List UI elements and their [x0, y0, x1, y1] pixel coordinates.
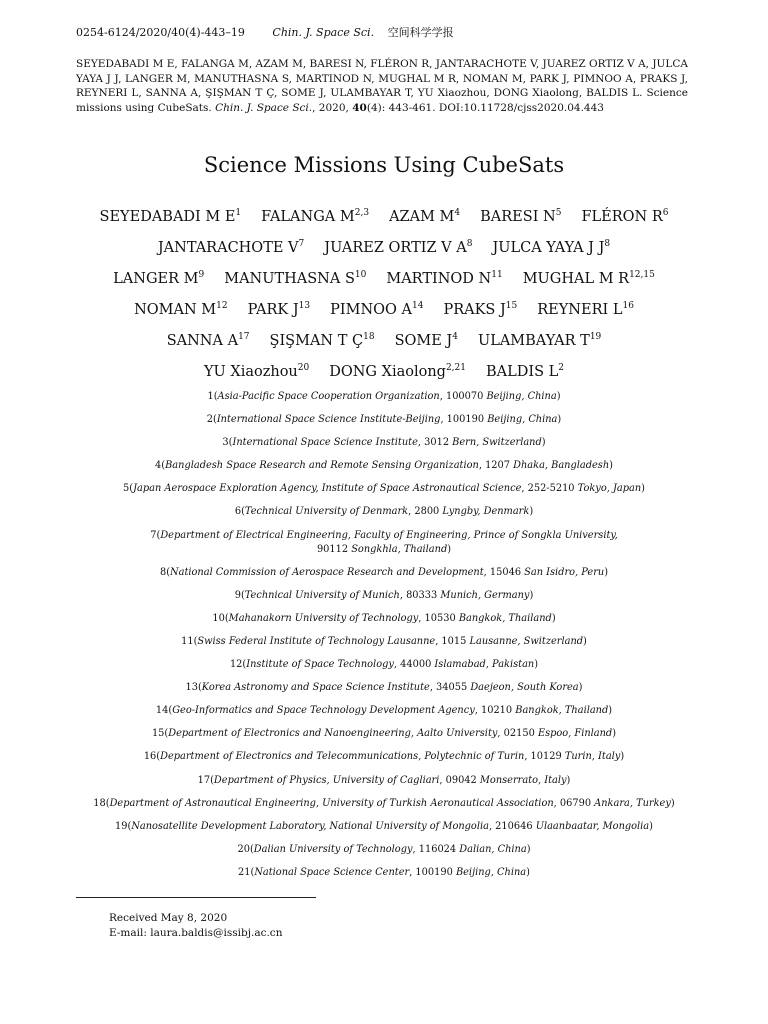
author-affiliation-number: 5: [555, 208, 562, 218]
affiliation-institution: Department of Electrical Engineering, Faculty of Engineering, Prince of Songkla University,: [160, 529, 618, 541]
affiliation-postcode: , 252-5210: [521, 483, 578, 495]
affiliation-item: 1(Asia-Pacific Space Cooperation Organization, 100070 Beijing, China): [207, 391, 561, 402]
affiliation-item: 18(Department of Astronautical Engineering, University of Turkish Aeronautical Association, 06790 Ankara, Turkey): [93, 797, 675, 809]
citation-journal: Chin. J. Space Sci.: [215, 101, 313, 114]
affiliation-institution: Swiss Federal Institute of Technology Lausanne: [197, 635, 436, 647]
author-affiliation-number: 12,15: [629, 270, 655, 280]
citation-doi: DOI:10.11728/cjss2020.04.443: [438, 101, 604, 114]
author-name-text: FALANGA M: [261, 209, 355, 225]
contact-email: E-mail: laura.baldis@issibj.ac.cn: [109, 927, 283, 939]
author-name-text: LANGER M: [113, 271, 199, 287]
author-affiliation-number: 8: [466, 239, 473, 249]
affiliation-number: 21: [238, 866, 251, 878]
affiliation-item: 17(Department of Physics, University of Cagliari, 09042 Monserrato, Italy): [197, 774, 571, 786]
affiliation-city: Songkhla, Thailand: [351, 543, 448, 555]
affiliation-item: 15(Department of Electronics and Nanoengineering, Aalto University, 02150 Espoo, Finland): [151, 728, 617, 740]
footnote-rule: [76, 897, 316, 898]
affiliation-postcode: , 10210: [474, 705, 516, 717]
affiliation-postcode: , 100070: [439, 391, 487, 402]
author-affiliation-number: 14: [411, 301, 424, 311]
affiliation-postcode: , 06790: [553, 797, 595, 809]
affiliation-number: 17: [197, 774, 211, 786]
affiliation-list: [60, 390, 708, 889]
author-name-text: SEYEDABADI M E: [99, 209, 236, 225]
author-affiliation-number: 2,3: [354, 208, 370, 218]
journal-name: Chin. J. Space Sci.: [272, 26, 375, 39]
affiliation-institution: Mahanakorn University of Technology: [228, 612, 419, 624]
affiliation-city: Lyngby, Denmark: [442, 506, 530, 518]
affiliation-institution: Department of Electronics and Telecommunications, Polytechnic of Turin: [160, 751, 525, 763]
affiliation-postcode: , 3012: [417, 437, 453, 449]
affiliation-number: 5: [123, 483, 130, 495]
affiliation-city: Beijing, China: [486, 391, 557, 402]
affiliation-item: 20(Dalian University of Technology, 116024 Dalian, China): [237, 843, 531, 855]
received-date: Received May 8, 2020: [109, 912, 228, 924]
author-affiliation-number: 17: [238, 332, 250, 342]
affiliation-number: 3: [222, 437, 229, 449]
author-affiliation-number: 13: [298, 301, 311, 311]
author-affiliation-number: 20: [297, 363, 310, 373]
affiliation-item: 19(Nanosatellite Development Laboratory, National University of Mongolia, 210646 Ulaanbaatar, Mongolia): [115, 820, 653, 832]
author-affiliation-number: 7: [298, 239, 305, 249]
author-name-text: DONG Xiaolong: [329, 364, 446, 380]
affiliation-institution: Asia-Pacific Space Cooperation Organization: [217, 391, 440, 402]
affiliation-institution: Technical University of Munich: [244, 589, 400, 601]
affiliation-city: Beijing, China: [487, 414, 558, 426]
author-row: [60, 202, 708, 233]
affiliation-number: 13: [185, 682, 198, 694]
citation-authors: SEYEDABADI M E, FALANGA M, AZAM M, BARESI N, FLÉRON R, JANTARACHOTE V, JUAREZ ORTIZ V A, JULCA YAYA J J, LANGER M, MANUTHASNA S, MARTINOD N, MUGHAL M R, NOMAN M, PARK J, PIMNOO A, PRAKS J, REYNERI L, SANNA A, ŞIŞMAN T Ç, SOME J, ULAMBAYAR T, YU Xiaozhou, DONG Xiaolong, BALDIS L.: [76, 58, 688, 99]
affiliation-postcode: , 1015: [435, 635, 470, 647]
affiliation-postcode: 90112: [316, 543, 352, 555]
affiliation-postcode: , 10530: [418, 612, 459, 624]
affiliation-number: 12: [229, 659, 243, 671]
author-affiliation-number: 19: [589, 332, 602, 342]
author-affiliation-number: 6: [662, 208, 669, 218]
affiliation-number: 4: [155, 460, 162, 472]
affiliation-institution: Korea Astronomy and Space Science Institute: [201, 682, 430, 694]
author-name: [270, 326, 375, 357]
affiliation-city: Munich, Germany: [440, 589, 530, 601]
author-row: [60, 326, 708, 357]
affiliation-item: 9(Technical University of Munich, 80333 Munich, Germany): [234, 589, 534, 601]
affiliation-item: 14(Geo-Informatics and Space Technology Development Agency, 10210 Bangkok, Thailand): [155, 705, 613, 717]
affiliation-postcode: , 116024: [412, 843, 460, 855]
author-affiliation-number: 2: [558, 363, 565, 373]
affiliation-item: 11(Swiss Federal Institute of Technology Lausanne, 1015 Lausanne, Switzerland): [181, 635, 587, 647]
affiliation-institution: International Space Science Institute: [232, 437, 418, 449]
author-row: [60, 357, 708, 388]
journal-name-chinese: 空间科学学报: [387, 26, 454, 39]
affiliation-institution: Nanosatellite Development Laboratory, National University of Mongolia: [131, 820, 489, 832]
author-affiliation-number: 11: [491, 270, 503, 280]
author-name-text: JUAREZ ORTIZ V A: [324, 240, 467, 256]
affiliation-item: 3(International Space Science Institute, 3012 Bern, Switzerland): [222, 437, 546, 449]
author-name: [581, 202, 668, 233]
affiliation-number: 9: [234, 589, 241, 601]
author-affiliation-number: 4: [452, 332, 458, 342]
affiliation-city: Lausanne, Switzerland: [469, 635, 584, 647]
author-name-text: ŞIŞMAN T Ç: [269, 333, 364, 349]
affiliation-institution: Technical University of Denmark: [244, 506, 409, 518]
affiliation-city: Bangkok, Thailand: [458, 612, 552, 624]
affiliation-number: 6: [234, 506, 242, 518]
affiliation-institution: International Space Science Institute-Beijing: [216, 414, 441, 426]
affiliation-city: Ulaanbaatar, Mongolia: [535, 820, 650, 832]
affiliation-item: 16(Department of Electronics and Telecommunications, Polytechnic of Turin, 10129 Turin, Italy): [143, 751, 625, 763]
affiliation-city: Turin, Italy: [564, 751, 621, 763]
author-name-text: REYNERI L: [537, 302, 623, 318]
author-affiliation-number: 9: [198, 270, 205, 280]
author-affiliation-number: 16: [622, 301, 634, 311]
author-name: [330, 295, 423, 326]
affiliation-city: San Isidro, Peru: [524, 566, 605, 578]
affiliation-number: 15: [151, 728, 165, 740]
author-name: [389, 202, 460, 233]
author-name-text: YU Xiaozhou: [203, 364, 298, 380]
citation-block: [76, 57, 688, 115]
author-name: [248, 295, 311, 326]
affiliation-number: 18: [93, 797, 106, 809]
affiliation-number: 19: [115, 820, 128, 832]
affiliation-number: 7: [150, 529, 157, 541]
citation-year: , 2020,: [312, 101, 349, 114]
affiliation-postcode: , 34055: [429, 682, 471, 694]
affiliation-city: Islamabad, Pakistan: [434, 659, 535, 671]
affiliation-city: Dhaka, Bangladesh: [513, 460, 610, 472]
affiliation-number: 2: [206, 414, 213, 426]
author-name: [324, 233, 472, 264]
affiliation-institution: Dalian University of Technology: [253, 843, 413, 855]
author-name-text: MANUTHASNA S: [224, 271, 355, 287]
affiliation-city: Ankara, Turkey: [594, 797, 671, 809]
affiliation-city: Dalian, China: [459, 843, 527, 855]
affiliation-postcode: , 44000: [393, 659, 435, 671]
author-name-text: AZAM M: [389, 209, 455, 225]
paper-title: Science Missions Using CubeSats: [203, 153, 565, 177]
author-affiliation-number: 18: [363, 332, 375, 342]
affiliation-number: 1: [207, 391, 214, 402]
author-name: [224, 264, 366, 295]
author-name-text: JANTARACHOTE V: [157, 240, 299, 256]
affiliation-postcode: , 80333: [399, 589, 441, 601]
author-row: [60, 233, 708, 264]
affiliation-city: Daejeon, South Korea: [470, 682, 579, 694]
affiliation-item: 10(Mahanakorn University of Technology, 10530 Bangkok, Thailand): [212, 612, 556, 624]
affiliation-postcode: , 09042: [439, 774, 480, 786]
affiliation-institution: Geo-Informatics and Space Technology Development Agency: [172, 705, 475, 717]
affiliation-institution: Department of Physics, University of Cagliari: [213, 774, 440, 786]
affiliation-institution: Japan Aerospace Exploration Agency, Institute of Space Astronautical Science: [133, 483, 522, 495]
citation-issue-pages: (4): 443-461.: [366, 101, 436, 114]
author-affiliation-number: 1: [235, 208, 242, 218]
affiliation-item: 4(Bangladesh Space Research and Remote Sensing Organization, 1207 Dhaka, Bangladesh): [155, 460, 613, 472]
author-name-text: PRAKS J: [443, 302, 506, 318]
author-name-text: FLÉRON R: [581, 209, 663, 225]
author-name-text: MUGHAL M R: [522, 271, 630, 287]
affiliation-postcode: , 100190: [440, 414, 488, 426]
affiliation-postcode: , 10129: [524, 751, 565, 763]
affiliation-institution: Department of Astronautical Engineering, University of Turkish Aeronautical Association: [109, 797, 554, 809]
affiliation-city: Tokyo, Japan: [577, 483, 642, 495]
affiliation-postcode: , 2800: [408, 506, 443, 518]
author-affiliation-number: 2,21: [445, 363, 466, 373]
author-name: [478, 326, 601, 357]
affiliation-item: 7(Department of Electrical Engineering, Faculty of Engineering, Prince of Songkla University, 90112 Songkhla, Thailand): [150, 529, 618, 555]
affiliation-postcode: , 210646: [488, 820, 536, 832]
author-name: [113, 264, 204, 295]
author-affiliation-number: 4: [454, 208, 461, 218]
affiliation-city: Espoo, Finland: [537, 728, 613, 740]
author-affiliation-number: 10: [354, 270, 367, 280]
affiliation-postcode: , 15046: [483, 566, 525, 578]
affiliation-number: 20: [237, 843, 250, 855]
affiliation-number: 14: [155, 705, 169, 717]
author-row: [60, 264, 708, 295]
affiliation-item: 5(Japan Aerospace Exploration Agency, Institute of Space Astronautical Science, 252-5210 Tokyo, Japan): [123, 483, 645, 495]
author-name: [537, 295, 634, 326]
affiliation-number: 11: [181, 635, 194, 647]
author-name-text: PIMNOO A: [330, 302, 412, 318]
author-name: [480, 202, 561, 233]
footnotes: [109, 911, 282, 941]
author-list: [60, 202, 708, 388]
author-name-text: PARK J: [247, 302, 299, 318]
affiliation-institution: Bangladesh Space Research and Remote Sensing Organization: [165, 460, 479, 472]
affiliation-item: 12(Institute of Space Technology, 44000 Islamabad, Pakistan): [229, 659, 539, 671]
affiliation-item: 6(Technical University of Denmark, 2800 Lyngby, Denmark): [234, 506, 534, 518]
journal-header: [76, 24, 454, 40]
affiliation-city: Bern, Switzerland: [452, 437, 542, 449]
affiliation-number: 16: [143, 751, 157, 763]
author-name: [523, 264, 655, 295]
author-name-text: SOME J: [394, 333, 453, 349]
affiliation-item: 13(Korea Astronomy and Space Science Institute, 34055 Daejeon, South Korea): [185, 682, 583, 694]
affiliation-item: 21(National Space Science Center, 100190 Beijing, China): [238, 866, 530, 878]
author-name-text: SANNA A: [166, 333, 239, 349]
author-affiliation-number: 8: [604, 239, 611, 249]
affiliation-institution: National Commission of Aerospace Research and Development: [170, 566, 484, 578]
author-row: [60, 295, 708, 326]
author-name-text: BARESI N: [480, 209, 556, 225]
affiliation-institution: National Space Science Center: [254, 866, 410, 878]
affiliation-item: 8(National Commission of Aerospace Research and Development, 15046 San Isidro, Peru): [159, 566, 609, 578]
affiliation-city: Bangkok, Thailand: [515, 705, 609, 717]
author-name-text: BALDIS L: [486, 364, 559, 380]
affiliation-number: 8: [159, 566, 167, 578]
author-name: [100, 202, 242, 233]
author-name: [158, 233, 304, 264]
author-name-text: JULCA YAYA J J: [492, 240, 605, 256]
affiliation-postcode: , 1207: [478, 460, 514, 472]
article-code: 0254-6124/2020/40(4)-443–19: [76, 26, 245, 39]
author-name: [204, 357, 309, 388]
author-name-text: NOMAN M: [134, 302, 217, 318]
affiliation-postcode: , 02150: [497, 728, 538, 740]
author-name: [486, 357, 564, 388]
author-name-text: MARTINOD N: [386, 271, 492, 287]
affiliation-postcode: , 100190: [409, 866, 456, 878]
author-name: [167, 326, 250, 357]
author-affiliation-number: 15: [505, 301, 518, 311]
author-name: [261, 202, 369, 233]
author-name: [134, 295, 228, 326]
author-name: [329, 357, 466, 388]
author-name: [386, 264, 502, 295]
author-name: [443, 295, 517, 326]
affiliation-institution: Department of Electronics and Nanoengineering, Aalto University: [168, 728, 498, 740]
affiliation-number: 10: [212, 612, 225, 624]
affiliation-city: Beijing, China: [455, 866, 527, 878]
author-name-text: ULAMBAYAR T: [477, 333, 590, 349]
affiliation-item: 2(International Space Science Institute-Beijing, 100190 Beijing, China): [206, 414, 562, 426]
citation-volume: 40: [352, 101, 367, 114]
author-affiliation-number: 12: [216, 301, 228, 311]
author-name: [492, 233, 610, 264]
affiliation-city: Monserrato, Italy: [479, 774, 567, 786]
affiliation-institution: Institute of Space Technology: [246, 659, 394, 671]
citation-title: Science missions using CubeSats.: [76, 87, 688, 114]
author-name: [395, 326, 458, 357]
